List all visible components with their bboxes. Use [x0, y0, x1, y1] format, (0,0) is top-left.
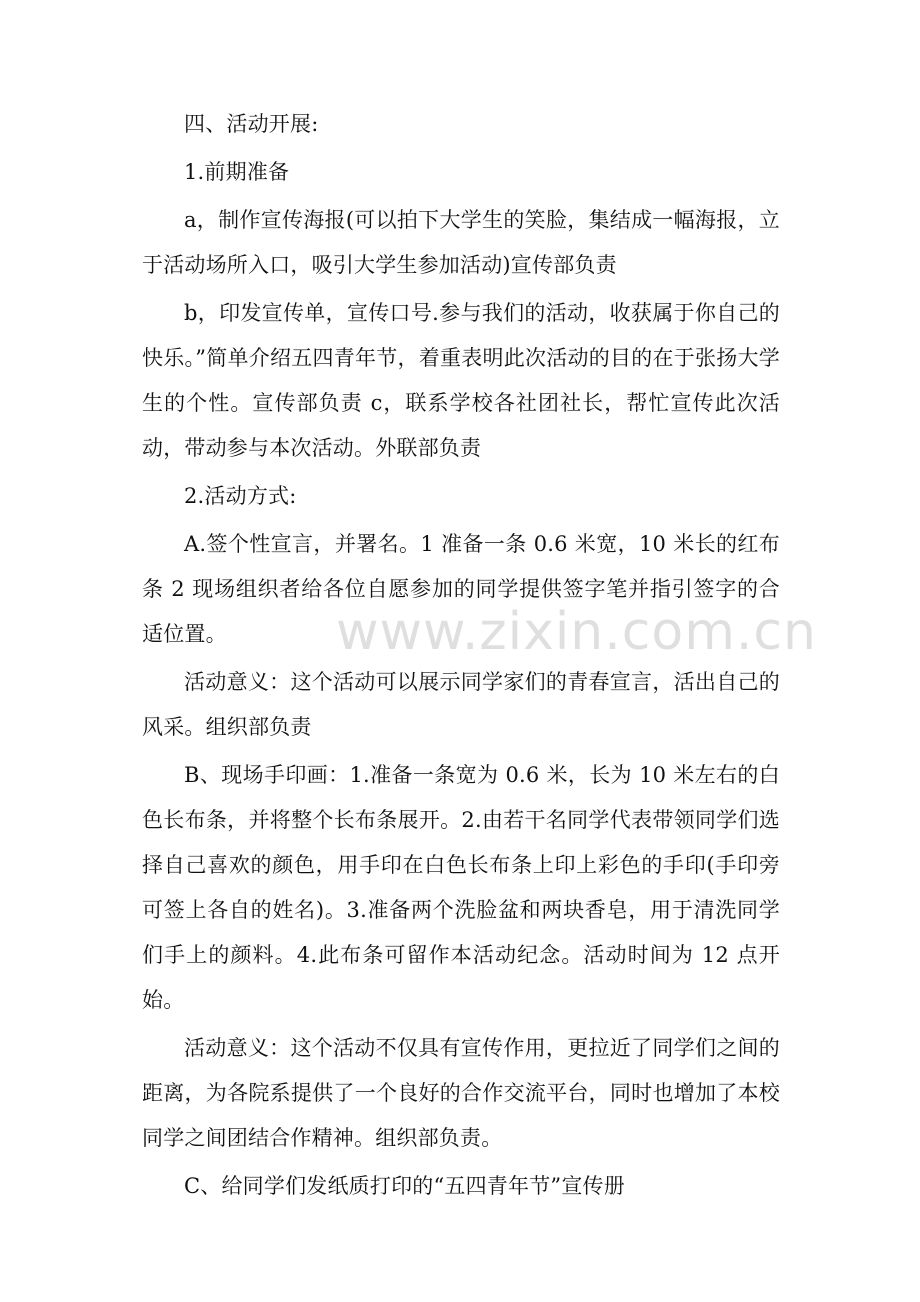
subsection-heading: 2.活动方式: [184, 484, 297, 508]
subsection-heading: 1.前期准备 [184, 160, 290, 184]
paragraph: a，制作宣传海报(可以拍下大学生的笑脸，集结成一幅海报，立于活动场所入口，吸引大学生参加活动)宣传部负责 [142, 208, 780, 277]
watermark: www.zixin.com.cn [336, 602, 817, 662]
paragraph: b，印发宣传单，宣传口号.参与我们的活动，收获属于你自己的快乐。”简单介绍五四青年节，着重表明此次活动的目的在于张扬大学生的个性。宣传部负责 c，联系学校各社团社长，帮忙宣传此次活动，带动参与本次活动。外联部负责 [142, 301, 780, 460]
paragraph: C、给同学们发纸质打印的“五四青年节”宣传册 [184, 1174, 625, 1198]
section-heading: 四、活动开展: [184, 112, 319, 136]
paragraph: 活动意义：这个活动不仅具有宣传作用，更拉近了同学们之间的距离，为各院系提供了一个良好的合作交流平台，同时也增加了本校同学之间团结合作精神。组织部负责。 [142, 1036, 780, 1150]
document-body [142, 102, 780, 1212]
paragraph: 活动意义：这个活动可以展示同学家们的青春宣言，活出自己的风采。组织部负责 [142, 670, 780, 739]
paragraph: A.签个性宣言，并署名。1 准备一条 0.6 米宽，10 米长的红布条 2 现场组织者给各位自愿参加的同学提供签字笔并指引签字的合适位置。 [142, 532, 780, 646]
paragraph: B、现场手印画：1.准备一条宽为 0.6 米，长为 10 米左右的白色长布条，并将整个长布条展开。2.由若干名同学代表带领同学们选择自己喜欢的颜色，用手印在白色长布条上印上彩色的手印(手印旁可签上各自的姓名)。3.准备两个洗脸盆和两块香皂，用于清洗同学们手上的颜料。4.此布条可留作本活动纪念。活动时间为 12 点开始。 [142, 763, 780, 1012]
